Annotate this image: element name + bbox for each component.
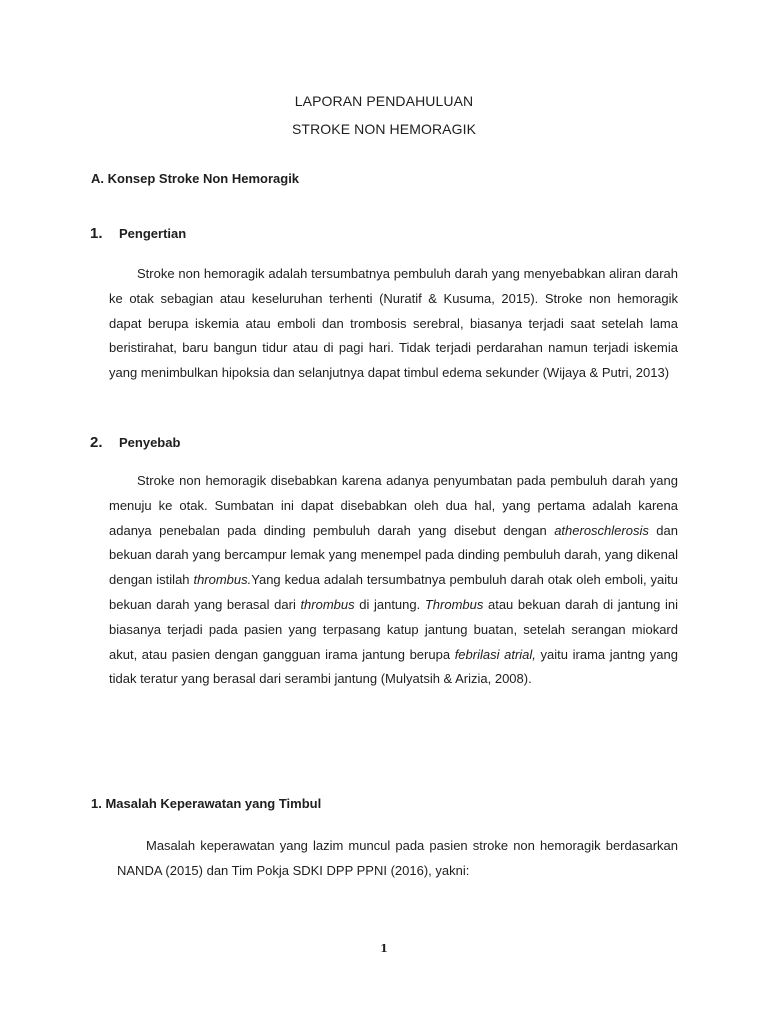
- text-run: dan bekuan darah yang bercampur lemak yang menempel pada dinding pembuluh darah, yang dikenal dengan istilah: [109, 522, 678, 588]
- paragraph-penyebab: [109, 469, 678, 692]
- document-title: LAPORAN PENDAHULUAN: [294, 93, 474, 109]
- document-subtitle: STROKE NON HEMORAGIK: [291, 121, 477, 137]
- section-heading-masalah: 1. Masalah Keperawatan yang Timbul: [91, 796, 322, 811]
- subsection-label: Penyebab: [119, 435, 181, 450]
- section-heading-konsep: A. Konsep Stroke Non Hemoragik: [91, 171, 300, 186]
- subsection-heading-pengertian: [90, 221, 186, 243]
- text-run: atau bekuan darah di jantung ini biasanya terjadi pada pasien yang terpasang katup jantung buatan, setelah serangan miokard akut, atau pasien dengan gangguan irama jantung berupa: [109, 596, 678, 662]
- subsection-label: Pengertian: [119, 226, 187, 241]
- subsection-number: 1.: [90, 225, 103, 242]
- paragraph-pengertian: Stroke non hemoragik adalah tersumbatnya pembuluh darah yang menyebabkan aliran darah ke otak sebagian atau keseluruhan terhenti (Nuratif & Kusuma, 2015). Stroke non hemoragik dapat berupa iskemia atau emboli dan trombosis serebral, biasanya terjadi saat setelah lama beristirahat, baru bangun tidur atau di pagi hari. Tidak terjadi perdarahan namun terjadi iskemia yang menimbulkan hipoksia dan selanjutnya dapat timbul edema sekunder (Wijaya & Putri, 2013): [109, 266, 678, 381]
- text-run: Yang kedua adalah tersumbatnya pembuluh darah otak oleh emboli, yaitu bekuan darah yang berasal dari: [109, 572, 678, 612]
- subsection-heading-penyebab: [90, 430, 180, 452]
- italic-term: thrombus: [300, 596, 355, 612]
- italic-term: atheroschlerosis: [554, 522, 649, 538]
- text-run: yaitu irama jantng yang tidak teratur yang berasal dari serambi jantung (Mulyatsih & Arizia, 2008).: [109, 646, 678, 687]
- page-number: 1: [380, 942, 388, 955]
- text-run: di jantung.: [354, 596, 425, 612]
- paragraph-masalah: Masalah keperawatan yang lazim muncul pada pasien stroke non hemoragik berdasarkan NANDA (2015) dan Tim Pokja SDKI DPP PPNI (2016), yakni:: [117, 838, 678, 878]
- italic-term: thrombus.: [193, 572, 252, 588]
- text-run: Stroke non hemoragik disebabkan karena adanya penyumbatan pada pembuluh darah yang menuju ke otak. Sumbatan ini dapat disebabkan oleh dua hal, yang pertama adalah karena adanya penebalan pada dinding pembuluh darah yang disebut dengan: [109, 473, 678, 538]
- italic-term: Thrombus: [424, 596, 484, 612]
- subsection-number: 2.: [90, 434, 103, 451]
- italic-term: febrilasi atrial,: [454, 646, 536, 662]
